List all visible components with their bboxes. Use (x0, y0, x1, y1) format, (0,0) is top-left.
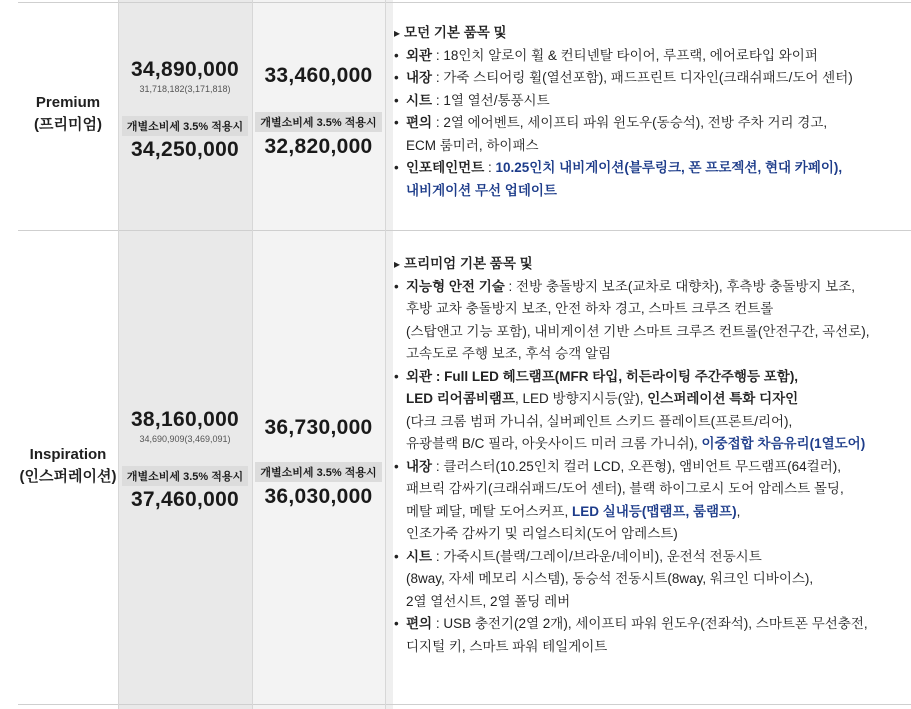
feature-item: • 편의 : 2열 에어벤트, 세이프티 파워 윈도우(동승석), 전방 주차 거리 경고, (394, 112, 894, 135)
price-breakdown: 34,690,909(3,469,091) (139, 434, 231, 444)
feature-item-cont: 후방 교차 충돌방지 보조, 안전 하차 경고, 스마트 크루즈 컨트롤 (406, 301, 774, 316)
tax-label: 개별소비세 3.5% 적용시 (255, 462, 381, 482)
trim-name (18, 444, 118, 488)
feature-item-cont: (스탑앤고 기능 포함), 내비게이션 기반 스마트 크루즈 컨트롤(안전구간, 곡선로), (406, 323, 870, 339)
feature-item: • 외관 : 18인치 알로이 휠 & 컨티넨탈 타이어, 루프랙, 에어로타입 와이퍼 (394, 45, 894, 68)
feature-item-cont: LED 리어콤비램프, LED 방향지시등(앞), 인스퍼레이션 특화 디자인 (406, 391, 799, 406)
price-column-a (118, 408, 252, 512)
feature-item-cont: 디지털 키, 스마트 파워 테일게이트 (406, 638, 608, 654)
feature-item-cont: 내비게이션 무선 업데이트 (406, 182, 557, 198)
trim-name-kr: (프리미엄) (34, 116, 102, 133)
tax-label: 개별소비세 3.5% 적용시 (122, 116, 248, 136)
tax-label: 개별소비세 3.5% 적용시 (255, 112, 381, 132)
feature-item-cont: 고속도로 주행 보조, 후석 승객 알림 (406, 346, 612, 361)
feature-list (394, 253, 894, 658)
price-value: 38,160,000 (130, 408, 240, 431)
trim-row-inspiration (0, 230, 911, 704)
feature-item-cont: 인조가죽 감싸기 및 리얼스티치(도어 암레스트) (406, 526, 678, 541)
feature-header: ▸ 모던 기본 품목 및 (394, 22, 894, 45)
row-divider-bottom (18, 704, 911, 705)
trim-name-kr: (인스퍼레이션) (19, 468, 117, 485)
feature-item-cont: 메탈 페달, 메탈 도어스커프, LED 실내등(맵램프, 룸램프), (406, 503, 741, 519)
feature-item: • 지능형 안전 기술 : 전방 충돌방지 보조(교차로 대향차), 후측방 충돌방지 보조, (394, 276, 894, 299)
price-with-tax: 32,820,000 (264, 135, 373, 158)
feature-item-cont: (다크 크롬 범퍼 가니쉬, 실버페인트 스키드 플레이트(프론트/리어), (406, 413, 793, 429)
tax-label: 개별소비세 3.5% 적용시 (122, 466, 248, 486)
price-with-tax: 34,250,000 (130, 138, 240, 161)
feature-item: • 편의 : USB 충전기(2열 2개), 세이프티 파워 윈도우(전좌석), 스마트폰 무선충전, (394, 613, 894, 636)
price-value: 34,890,000 (130, 58, 240, 81)
feature-item-cont: 2열 열선시트, 2열 폴딩 레버 (406, 593, 571, 609)
feature-item: • 시트 : 1열 열선/통풍시트 (394, 90, 894, 113)
price-breakdown: 31,718,182(3,171,818) (139, 84, 231, 94)
feature-item-cont: 패브릭 감싸기(크래쉬패드/도어 센터), 블랙 하이그로시 도어 암레스트 몰딩, (406, 481, 844, 496)
feature-item: • 인포테인먼트 : 10.25인치 내비게이션(블루링크, 폰 프로젝션, 현대 카페이), (394, 157, 894, 180)
feature-header: ▸ 프리미엄 기본 품목 및 (394, 253, 894, 276)
price-column-b (252, 416, 385, 509)
feature-item-cont: 유광블랙 B/C 필라, 아웃사이드 미러 크롬 가니쉬), 이중접합 차음유리(1열도어) (406, 436, 866, 451)
trim-name-en: Inspiration (29, 446, 107, 463)
price-column-a (118, 58, 252, 162)
trim-row-premium (0, 0, 911, 230)
price-value: 33,460,000 (264, 64, 373, 87)
feature-item: • 시트 : 가죽시트(블랙/그레이/브라운/네이비), 운전석 전동시트 (394, 546, 894, 569)
price-column-b (252, 64, 385, 159)
trim-name-en: Premium (35, 94, 101, 111)
price-value: 36,730,000 (264, 416, 373, 439)
price-with-tax: 37,460,000 (130, 488, 240, 511)
feature-item: • 내장 : 클러스터(10.25인치 컬러 LCD, 오픈형), 앰비언트 무드램프(64컬러), (394, 456, 894, 479)
feature-list (394, 22, 894, 202)
trim-name (18, 92, 118, 136)
feature-item-cont: (8way, 자세 메모리 시스템), 동승석 전동시트(8way, 워크인 디바이스), (406, 571, 814, 586)
price-with-tax: 36,030,000 (264, 485, 373, 508)
feature-item: • 외관 : Full LED 헤드램프(MFR 타입, 히든라이팅 주간주행등 포함), (394, 366, 894, 389)
feature-item-cont: ECM 룸미러, 하이패스 (406, 137, 539, 153)
feature-item: • 내장 : 가죽 스티어링 휠(열선포함), 패드프린트 디자인(크래쉬패드/도어 센터) (394, 67, 894, 90)
